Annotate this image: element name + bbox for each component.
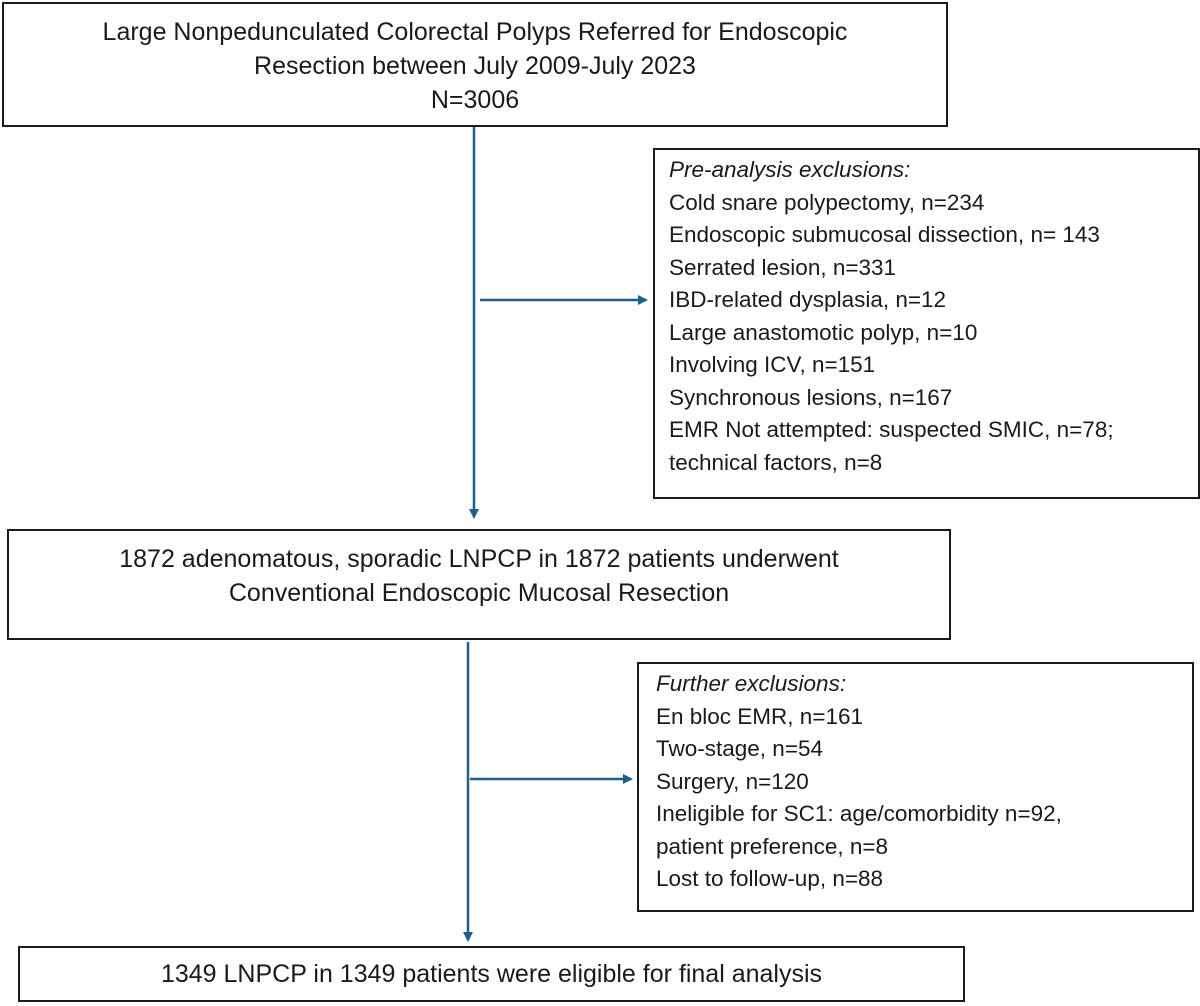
exclusion-item: Surgery, n=120 <box>656 768 809 794</box>
exclusion-item: patient preference, n=8 <box>656 833 889 859</box>
conventional-emr-line-1: 1872 adenomatous, sporadic LNPCP in 1872 patients underwent <box>119 545 839 573</box>
final-analysis-line: 1349 LNPCP in 1349 patients were eligible for final analysis <box>160 960 823 988</box>
referred-polyps-count: N=3006 <box>430 86 520 114</box>
conventional-emr-line-2: Conventional Endoscopic Mucosal Resection <box>228 579 730 607</box>
exclusion-item: Lost to follow-up, n=88 <box>656 866 884 891</box>
further-exclusions-box <box>637 662 1194 912</box>
referred-polyps-line-2: Resection between July 2009-July 2023 <box>254 52 696 80</box>
exclusion-item: Endoscopic submucosal dissection, n= 143 <box>669 222 1100 247</box>
exclusion-item: Synchronous lesions, n=167 <box>669 384 953 410</box>
exclusion-item: Ineligible for SC1: age/comorbidity n=92, <box>656 801 1062 826</box>
exclusion-item: Cold snare polypectomy, n=234 <box>669 189 985 215</box>
referred-polyps-box <box>2 2 948 127</box>
conventional-emr-box <box>7 529 951 640</box>
pre-analysis-exclusions-box <box>653 148 1200 499</box>
pre-analysis-exclusions-heading: Pre-analysis exclusions: <box>669 157 911 182</box>
exclusion-item: Large anastomotic polyp, n=10 <box>669 319 978 345</box>
exclusion-item: Two-stage, n=54 <box>656 736 823 761</box>
further-exclusions-heading: Further exclusions: <box>656 671 847 696</box>
referred-polyps-line-1: Large Nonpedunculated Colorectal Polyps Referred for Endoscopic <box>102 18 848 46</box>
exclusion-item: Involving ICV, n=151 <box>669 352 876 377</box>
exclusion-item: En bloc EMR, n=161 <box>656 703 863 729</box>
final-analysis-box <box>18 946 965 1002</box>
exclusion-item: IBD-related dysplasia, n=12 <box>669 287 947 312</box>
exclusion-item: Serrated lesion, n=331 <box>669 254 897 280</box>
exclusion-item: EMR Not attempted: suspected SMIC, n=78; <box>669 417 1114 442</box>
exclusion-item: technical factors, n=8 <box>669 449 883 475</box>
